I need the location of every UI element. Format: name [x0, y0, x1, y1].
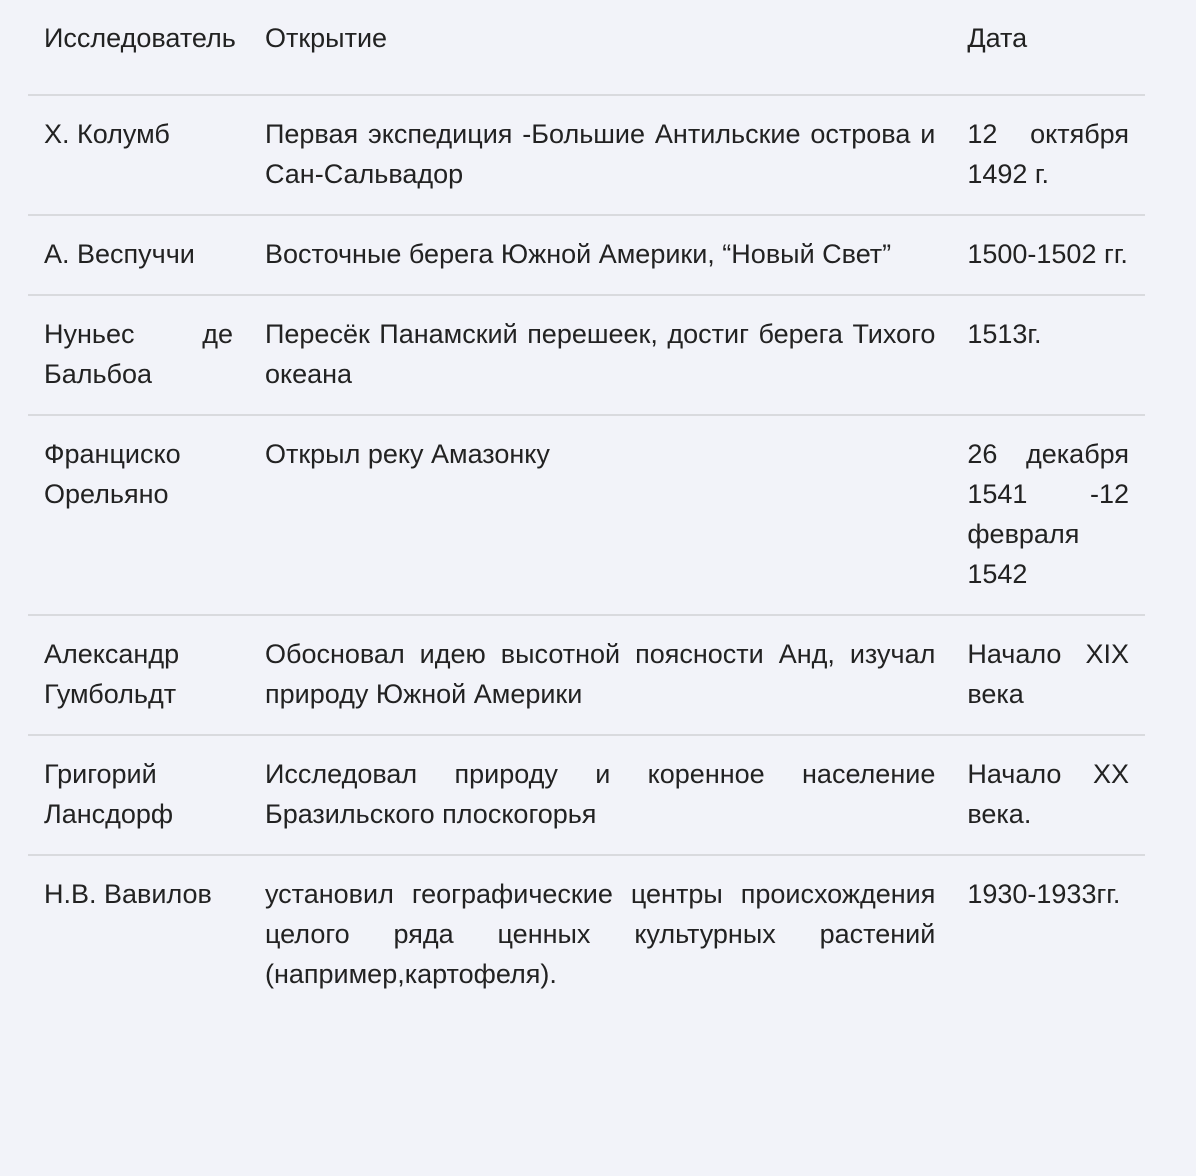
cell-researcher: Александр Гумбольдт [44, 639, 180, 709]
cell-date: 1500-1502 гг. [967, 239, 1128, 269]
cell-discovery: Обосновал идею высотной поясности Анд, изучал природу Южной Америки [264, 639, 936, 709]
cell-date: 1930-1933гг. [967, 879, 1121, 909]
cell-researcher: Григорий Лансдорф [44, 759, 174, 829]
cell-date: 12 октября 1492 г. [967, 119, 1129, 189]
table-row [28, 855, 1145, 1014]
cell-researcher: Нуньес де Бальбоа [44, 319, 233, 389]
cell-date: 1513г. [967, 319, 1042, 349]
cell-date: Начало XIX века [967, 639, 1129, 709]
table-row [28, 615, 1145, 735]
header-date: Дата [967, 23, 1028, 53]
cell-discovery: установил географические центры происхождения целого ряда ценных культурных растений (например,картофеля). [264, 879, 936, 989]
table-row [28, 735, 1145, 855]
cell-discovery: Открыл реку Амазонку [264, 439, 550, 469]
cell-discovery: Восточные берега Южной Америки, “Новый Свет” [264, 239, 892, 269]
cell-researcher: Н.В. Вавилов [44, 879, 212, 909]
explorers-table [28, 0, 1145, 1014]
table-row [28, 295, 1145, 415]
header-researcher: Исследователь [44, 23, 236, 53]
cell-discovery: Первая экспедиция -Большие Антильские острова и Сан-Сальвадор [264, 119, 936, 189]
cell-date: Начало XX века. [967, 759, 1129, 829]
cell-discovery: Исследовал природу и коренное население Бразильского плоскогорья [264, 759, 936, 829]
cell-researcher: А. Веспуччи [44, 239, 195, 269]
table-row [28, 415, 1145, 615]
cell-researcher: Х. Колумб [44, 119, 170, 149]
table-row [28, 95, 1145, 215]
table-header-row [28, 0, 1145, 95]
header-discovery: Открытие [264, 23, 388, 53]
cell-researcher: Франциско Орельяно [44, 439, 181, 509]
cell-discovery: Пересёк Панамский перешеек, достиг берега Тихого океана [264, 319, 936, 389]
cell-date: 26 декабря 1541 -12 февраля 1542 [967, 439, 1129, 589]
table-row [28, 215, 1145, 295]
